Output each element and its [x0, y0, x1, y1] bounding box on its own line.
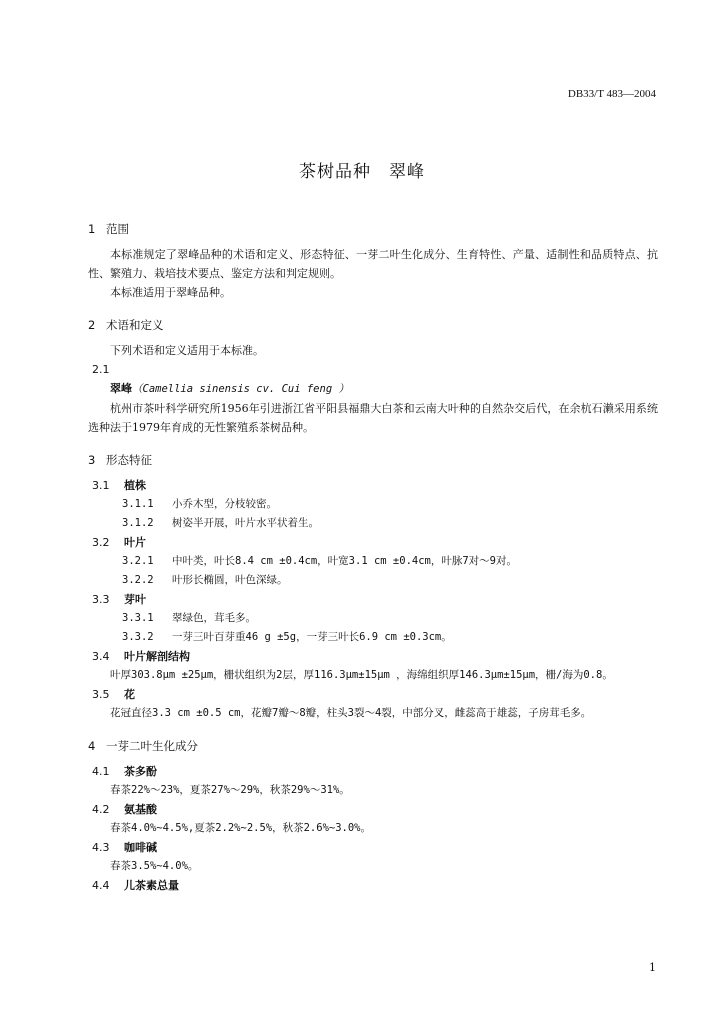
clause-text: 叶形长椭圆，叶色深绿。 [172, 574, 288, 586]
clause-3-1-2 [88, 514, 658, 533]
subsection-title: 儿茶素总量 [124, 879, 179, 892]
subsection-number: 3.3 [92, 593, 110, 606]
clause-3-3-1 [88, 609, 658, 628]
clause-number: 3.1.2 [122, 517, 154, 529]
section-number: 3 [88, 453, 96, 467]
tea-polyphenol-text: 春茶22%～23%，夏茶27%～29%，秋茶29%～31%。 [110, 784, 350, 796]
clause-3-2-1 [88, 552, 658, 571]
section-title: 一芽二叶生化成分 [106, 739, 198, 753]
page-number: 1 [649, 961, 656, 974]
scope-paragraph: 本标准规定了翠峰品种的术语和定义、形态特征、一芽二叶生化成分、生育特性、产量、适制性和品质特点、抗性、繁殖力、栽培技术要点、鉴定方法和判定规则。 [88, 248, 658, 280]
subsection-number: 4.4 [92, 879, 110, 892]
term-name: 翠峰 [110, 382, 132, 395]
subsection-number: 3.5 [92, 688, 110, 701]
subsection-number: 3.1 [92, 479, 110, 492]
scope-applicability: 本标准适用于翠峰品种。 [110, 286, 231, 299]
subsection-title: 氨基酸 [124, 803, 157, 816]
section-title: 术语和定义 [106, 318, 164, 332]
subsection-4-1 [88, 762, 658, 781]
subsection-3-2 [88, 533, 658, 552]
clause-number: 3.2.2 [122, 574, 154, 586]
section-number: 2 [88, 318, 96, 332]
clause-number: 3.1.1 [122, 498, 154, 510]
subsection-number: 4.1 [92, 765, 110, 778]
term-definition: 杭州市茶叶科学研究所1956年引进浙江省平阳县福鼎大白茶和云南大叶种的自然杂交后代，在余杭石濑采用系统选种法于1979年育成的无性繁殖系茶树品种。 [88, 402, 658, 434]
flower-text: 花冠直径3.3 cm ±0.5 cm，花瓣7瓣～8瓣，柱头3裂～4裂，中部分叉，雌蕊高于雄蕊，子房茸毛多。 [110, 707, 592, 719]
subsection-4-2 [88, 800, 658, 819]
clause-text: 小乔木型，分枝较密。 [172, 498, 277, 510]
subsection-number: 4.2 [92, 803, 110, 816]
subsection-title: 茶多酚 [124, 765, 157, 778]
clause-text: 一芽三叶百芽重46 g ±5g，一芽三叶长6.9 cm ±0.3cm。 [172, 631, 452, 643]
subsection-title: 叶片解剖结构 [124, 650, 190, 663]
section-4-heading [88, 737, 658, 756]
clause-text: 中叶类，叶长8.4 cm ±0.4cm，叶宽3.1 cm ±0.4cm，叶脉7对～9对。 [172, 555, 518, 567]
section-3-heading [88, 451, 658, 470]
section-number: 1 [88, 222, 96, 236]
leaf-anatomy-text: 叶厚303.8μm ±25μm，栅状组织为2层，厚116.3μm±15μm ，海绵组织厚146.3μm±15μm，栅/海为0.8。 [110, 669, 613, 681]
subsection-title: 花 [124, 688, 135, 701]
clause-text: 翠绿色，茸毛多。 [172, 612, 256, 624]
subsection-title: 叶片 [124, 536, 146, 549]
terms-intro: 下列术语和定义适用于本标准。 [110, 344, 264, 357]
subsection-3-3 [88, 590, 658, 609]
section-number: 4 [88, 739, 96, 753]
subsection-number: 3.2 [92, 536, 110, 549]
term-entry [88, 379, 658, 399]
subsection-4-3 [88, 838, 658, 857]
amino-acid-text: 春茶4.0%~4.5%,夏茶2.2%~2.5%，秋茶2.6%~3.0%。 [110, 822, 372, 834]
subsection-title: 咖啡碱 [124, 841, 157, 854]
section-2-heading [88, 316, 658, 335]
clause-text: 树姿半开展，叶片水平状着生。 [172, 517, 319, 529]
section-title: 形态特征 [106, 453, 152, 467]
clause-3-1-1 [88, 495, 658, 514]
subsection-2-1 [88, 360, 658, 379]
subsection-title: 植株 [124, 479, 146, 492]
subsection-3-5 [88, 685, 658, 704]
section-title: 范围 [106, 222, 129, 236]
subsection-number: 3.4 [92, 650, 110, 663]
clause-3-3-2 [88, 628, 658, 647]
subsection-number: 2.1 [92, 363, 110, 376]
term-latin-name: （Camellia sinensis cv. Cui feng ） [132, 383, 349, 395]
document-body [88, 220, 658, 895]
subsection-title: 芽叶 [124, 593, 146, 606]
subsection-4-4 [88, 876, 658, 895]
document-title: 茶树品种 翠峰 [299, 162, 425, 182]
subsection-3-4 [88, 647, 658, 666]
clause-number: 3.3.1 [122, 612, 154, 624]
caffeine-text: 春茶3.5%~4.0%。 [110, 860, 199, 872]
section-1-heading [88, 220, 658, 239]
standard-code: DB33/T 483—2004 [567, 88, 656, 100]
subsection-number: 4.3 [92, 841, 110, 854]
clause-number: 3.2.1 [122, 555, 154, 567]
clause-3-2-2 [88, 571, 658, 590]
subsection-3-1 [88, 476, 658, 495]
clause-number: 3.3.2 [122, 631, 154, 643]
